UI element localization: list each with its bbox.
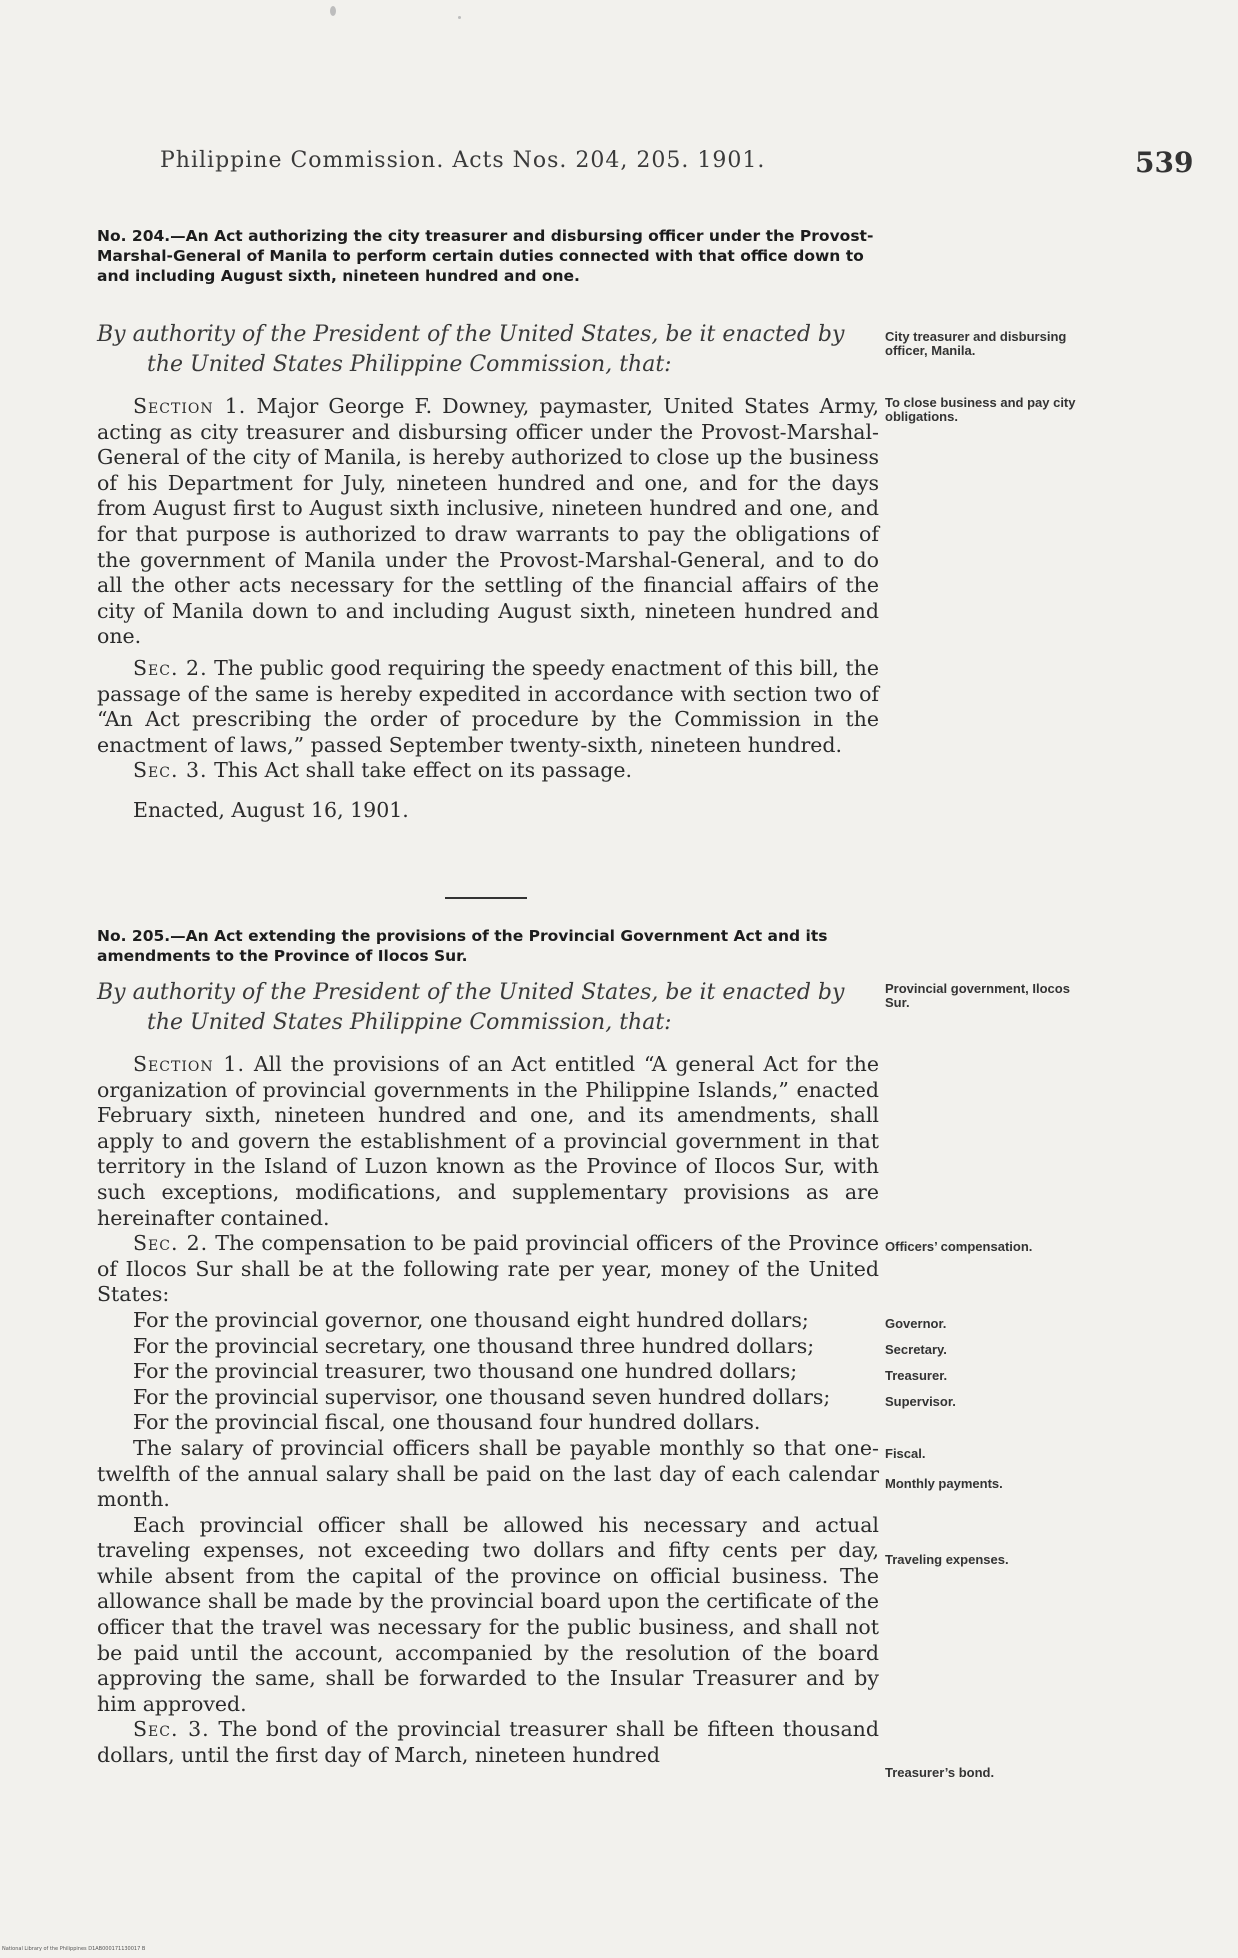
act-204-section-2 [97,656,879,758]
margin-note-monthly-payments: Monthly payments. [885,1476,1003,1491]
section-divider [445,897,527,899]
act-204-number: No. 204. [97,227,171,245]
margin-note-officers-compensation: Officers’ compensation. [885,1239,1033,1254]
act-204-enacting-clause [97,320,877,380]
margin-note-treasurers-bond: Treasurer’s bond. [885,1765,995,1780]
section-label: Sec. 2. [133,1231,209,1256]
section-text: Major George F. Downey, paymaster, United States Army, acting as city treasurer and disbursing officer under the Provost-Marshal-General of the city of Manila, is hereby authorized to close up the business of his Department for July, nineteen hundred and one, and for the days from August first to August sixth inclusive, nineteen hundred and one, and for that purpose is authorized to draw warrants to pay the obligations of the government of Manila under the Provost-Marshal-General, and to do all the other acts necessary for the settling of the financial affairs of the city of Manila down to and including August sixth, nineteen hundred and one. [97,394,879,649]
act-205-body [97,1052,879,1769]
margin-note-city-treasurer: City treasurer and disbursing officer, Manila. [885,329,1067,358]
act-205-enacting-line-2: the United States Philippine Commission, that: [147,1010,672,1035]
act-204-heading [97,226,882,286]
act-204-title: —An Act authorizing the city treasurer and disbursing officer under the Provost-Marshal-General of Manila to perform certain duties connected with that office down to and including August sixth, nineteen hundred and one. [97,227,874,285]
act-205-enacting-line-1: By authority of the President of the United States, be it enacted by [97,980,845,1005]
act-205-heading [97,926,882,966]
act-205-number: No. 205. [97,927,171,945]
section-label: Section 1. [133,394,247,418]
act-205-section-1 [97,1052,879,1231]
margin-note-governor: Governor. [885,1316,947,1331]
act-205-title: —An Act extending the provisions of the Provincial Government Act and its amendments to the Province of Ilocos Sur. [97,927,828,965]
salary-governor: For the provincial governor, one thousand eight hundred dollars; [133,1307,809,1332]
margin-note-treasurer: Treasurer. [885,1368,948,1383]
salary-secretary: For the provincial secretary, one thousand three hundred dollars; [133,1333,815,1358]
salary-supervisor: For the provincial supervisor, one thousand seven hundred dollars; [133,1384,831,1409]
section-label: Section 1. [133,1052,245,1076]
act-204-enacted-date: Enacted, August 16, 1901. [133,797,409,822]
act-204-section-1 [97,394,879,650]
section-label: Sec. 3. [133,1717,210,1742]
monthly-payments-text: The salary of provincial officers shall be payable monthly so that one-twelfth of the annual salary shall be paid on the last day of each calendar month. [97,1435,879,1512]
act-205-enacting-clause [97,978,877,1038]
section-text: The bond of the provincial treasurer shall be fifteen thousand dollars, until the first day of March, nineteen hundred [97,1717,879,1768]
scan-speck [458,16,461,19]
margin-note-supervisor: Supervisor. [885,1394,956,1409]
act-204-enacting-line-1: By authority of the President of the United States, be it enacted by [97,322,845,347]
section-text: All the provisions of an Act entitled “A general Act for the organization of provincial governments in the Philippine Islands,” enacted February sixth, nineteen hundred and one, and its amendments, shall apply to and govern the establishment of a provincial government in that territory in the Island of Luzon known as the Province of Ilocos Sur, with such exceptions, modifications, and supplementary provisions as are hereinafter contained. [97,1052,879,1230]
scan-credit: National Library of the Philippines D1AB000171130017 B [2,1946,146,1952]
margin-note-traveling-expenses: Traveling expenses. [885,1552,1009,1567]
act-205-section-3 [97,1717,879,1768]
page-number: 539 [1135,146,1194,179]
act-204-enacting-line-2: the United States Philippine Commission, that: [147,352,672,377]
scan-speck [330,6,336,16]
running-head: Philippine Commission. Acts Nos. 204, 205. 1901. [160,148,766,173]
salary-treasurer: For the provincial treasurer, two thousand one hundred dollars; [133,1359,798,1384]
margin-note-secretary: Secretary. [885,1342,947,1357]
act-204-body [97,394,879,824]
act-205-section-2 [97,1231,879,1308]
section-label: Sec. 3. [133,758,208,783]
margin-note-close-business: To close business and pay city obligations. [885,395,1076,424]
section-text: The public good requiring the speedy enactment of this bill, the passage of the same is hereby expedited in accordance with section two of “An Act prescribing the order of procedure by the Commission in the enactment of laws,” passed September twenty-sixth, nineteen hundred. [97,655,879,757]
traveling-expenses-text: Each provincial officer shall be allowed his necessary and actual traveling expenses, not exceeding two dollars and fifty cents per day, while absent from the capital of the province on official business. The allowance shall be made by the provincial board upon the certificate of the officer that the travel was necessary for the public business, and shall not be paid until the account, accompanied by the resolution of the board approving the same, shall be forwarded to the Insular Treasurer and by him approved. [97,1512,879,1716]
act-204-section-3 [97,758,879,784]
section-text: The compensation to be paid provincial officers of the Province of Ilocos Sur shall be at the following rate per year, money of the United States: [97,1231,879,1307]
section-text: This Act shall take effect on its passage. [214,758,633,783]
section-label: Sec. 2. [133,655,208,680]
margin-note-fiscal: Fiscal. [885,1446,926,1461]
margin-note-provincial-government: Provincial government, Ilocos Sur. [885,981,1070,1010]
salary-fiscal: For the provincial fiscal, one thousand four hundred dollars. [133,1410,761,1435]
